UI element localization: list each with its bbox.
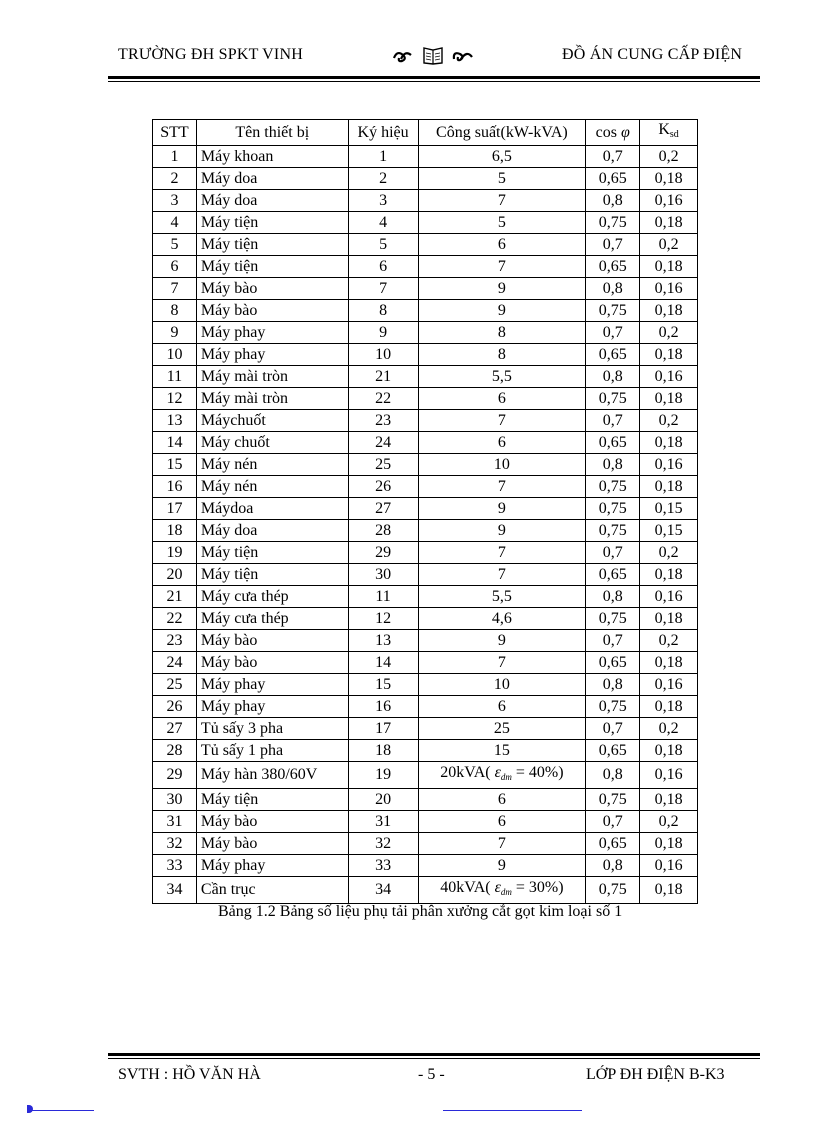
cell-cos: 0,8: [586, 762, 640, 789]
cell-name: Máy khoan: [196, 146, 348, 168]
table-row: [153, 564, 698, 586]
equipment-load-table: [152, 119, 698, 904]
table-row: [153, 833, 698, 855]
cell-code: 4: [348, 212, 418, 234]
cell-power: 9: [418, 520, 586, 542]
cell-cos: 0,75: [586, 476, 640, 498]
table-row: [153, 388, 698, 410]
cell-stt: 15: [153, 454, 197, 476]
cell-cos: 0,7: [586, 322, 640, 344]
cell-stt: 19: [153, 542, 197, 564]
cell-code: 32: [348, 833, 418, 855]
cell-ksd: 0,18: [640, 388, 698, 410]
cell-name: Máy bào: [196, 630, 348, 652]
cell-ksd: 0,16: [640, 762, 698, 789]
cell-ksd: 0,16: [640, 366, 698, 388]
header-rule-thick: [108, 76, 760, 79]
cell-cos: 0,7: [586, 630, 640, 652]
cell-name: Máy mài tròn: [196, 366, 348, 388]
cell-code: 12: [348, 608, 418, 630]
cell-stt: 28: [153, 740, 197, 762]
cell-name: Máy doa: [196, 168, 348, 190]
cell-cos: 0,75: [586, 212, 640, 234]
cell-code: 9: [348, 322, 418, 344]
footer-link-center[interactable]: [443, 1110, 582, 1111]
table-header-row: [153, 120, 698, 146]
table-row: [153, 432, 698, 454]
table-row: [153, 410, 698, 432]
cell-ksd: 0,18: [640, 652, 698, 674]
table-row: [153, 652, 698, 674]
table-row: [153, 762, 698, 789]
table-row: [153, 256, 698, 278]
cell-power: 7: [418, 256, 586, 278]
book-ornament-icon: [388, 44, 478, 66]
cell-stt: 32: [153, 833, 197, 855]
cell-ksd: 0,18: [640, 564, 698, 586]
cell-stt: 29: [153, 762, 197, 789]
cell-stt: 23: [153, 630, 197, 652]
cell-power: 8: [418, 344, 586, 366]
col-header-power: Công suất(kW-kVA): [418, 120, 586, 146]
cell-power: 7: [418, 652, 586, 674]
cell-cos: 0,7: [586, 146, 640, 168]
table-row: [153, 366, 698, 388]
cell-power: [418, 877, 586, 904]
cell-stt: 11: [153, 366, 197, 388]
cell-ksd: 0,18: [640, 789, 698, 811]
cell-ksd: 0,18: [640, 300, 698, 322]
cell-ksd: 0,16: [640, 674, 698, 696]
cell-ksd: 0,18: [640, 877, 698, 904]
cell-stt: 34: [153, 877, 197, 904]
footer-page-number: - 5 -: [418, 1066, 445, 1083]
table-row: [153, 520, 698, 542]
cell-stt: 17: [153, 498, 197, 520]
cell-code: 16: [348, 696, 418, 718]
table-row: [153, 168, 698, 190]
cell-name: Máy phay: [196, 322, 348, 344]
cell-name: Máy phay: [196, 696, 348, 718]
cell-name: Máy tiện: [196, 234, 348, 256]
phi-symbol: φ: [620, 123, 630, 141]
link-marker-icon[interactable]: [27, 1105, 33, 1113]
cell-cos: 0,8: [586, 855, 640, 877]
cell-ksd: 0,2: [640, 322, 698, 344]
cell-cos: 0,65: [586, 432, 640, 454]
table-row: [153, 674, 698, 696]
cell-name: Máy mài tròn: [196, 388, 348, 410]
cell-ksd: 0,16: [640, 586, 698, 608]
table-row: [153, 322, 698, 344]
cell-code: 17: [348, 718, 418, 740]
table-row: [153, 146, 698, 168]
epsilon-symbol: ε: [494, 764, 501, 781]
k-label: K: [658, 121, 670, 138]
cell-ksd: 0,18: [640, 696, 698, 718]
table-row: [153, 877, 698, 904]
cell-code: 30: [348, 564, 418, 586]
table-row: [153, 542, 698, 564]
cell-name: Máy bào: [196, 833, 348, 855]
cell-ksd: 0,18: [640, 344, 698, 366]
table-caption: Bảng 1.2 Bảng số liệu phụ tải phân xưởng cắt gọt kim loại số 1: [218, 903, 623, 920]
cell-cos: 0,65: [586, 344, 640, 366]
cell-power: 5,5: [418, 586, 586, 608]
cell-power: 5: [418, 212, 586, 234]
header-school-name: TRƯỜNG ĐH SPKT VINH: [118, 46, 303, 63]
cell-code: 28: [348, 520, 418, 542]
cell-code: 13: [348, 630, 418, 652]
cell-code: 11: [348, 586, 418, 608]
cell-cos: 0,75: [586, 696, 640, 718]
cell-stt: 14: [153, 432, 197, 454]
table-row: [153, 190, 698, 212]
cell-power: 10: [418, 454, 586, 476]
cell-name: Máy bào: [196, 300, 348, 322]
cell-stt: 30: [153, 789, 197, 811]
cell-name: Máydoa: [196, 498, 348, 520]
cell-cos: 0,7: [586, 410, 640, 432]
cell-cos: 0,75: [586, 498, 640, 520]
cell-ksd: 0,18: [640, 432, 698, 454]
cell-power: 7: [418, 190, 586, 212]
cell-power: 7: [418, 542, 586, 564]
cell-code: 31: [348, 811, 418, 833]
cell-power: 9: [418, 855, 586, 877]
cell-name: Máy nén: [196, 476, 348, 498]
cell-stt: 3: [153, 190, 197, 212]
cell-code: 29: [348, 542, 418, 564]
table-row: [153, 498, 698, 520]
cell-cos: 0,75: [586, 789, 640, 811]
col-header-name: Tên thiết bị: [196, 120, 348, 146]
cell-stt: 26: [153, 696, 197, 718]
power-prefix: 20kVA(: [440, 764, 491, 781]
cell-code: 33: [348, 855, 418, 877]
cell-stt: 31: [153, 811, 197, 833]
cell-ksd: 0,2: [640, 542, 698, 564]
table-row: [153, 811, 698, 833]
k-subscript: sd: [669, 129, 679, 140]
cell-code: 19: [348, 762, 418, 789]
cell-name: Máy cưa thép: [196, 586, 348, 608]
cell-stt: 9: [153, 322, 197, 344]
cell-stt: 24: [153, 652, 197, 674]
cell-name: Máy chuốt: [196, 432, 348, 454]
cell-cos: 0,75: [586, 877, 640, 904]
cell-power: 7: [418, 833, 586, 855]
cell-cos: 0,8: [586, 674, 640, 696]
cell-cos: 0,65: [586, 256, 640, 278]
table-row: [153, 278, 698, 300]
cell-stt: 1: [153, 146, 197, 168]
table-row: [153, 740, 698, 762]
cell-power: 5,5: [418, 366, 586, 388]
cell-stt: 21: [153, 586, 197, 608]
cell-cos: 0,65: [586, 652, 640, 674]
table-row: [153, 476, 698, 498]
table-row: [153, 855, 698, 877]
cell-name: Máy tiện: [196, 789, 348, 811]
cell-cos: 0,75: [586, 520, 640, 542]
col-header-cos: [586, 120, 640, 146]
cell-ksd: 0,18: [640, 740, 698, 762]
cell-code: 24: [348, 432, 418, 454]
cell-stt: 6: [153, 256, 197, 278]
cell-ksd: 0,18: [640, 256, 698, 278]
cell-stt: 4: [153, 212, 197, 234]
cell-name: Máychuốt: [196, 410, 348, 432]
epsilon-subscript: dm: [500, 772, 512, 782]
footer-rule-thin: [108, 1058, 760, 1059]
table-row: [153, 300, 698, 322]
cell-code: 14: [348, 652, 418, 674]
cell-stt: 13: [153, 410, 197, 432]
table-row: [153, 586, 698, 608]
cell-ksd: 0,2: [640, 811, 698, 833]
cell-power: 6: [418, 432, 586, 454]
cell-power: 6: [418, 696, 586, 718]
cell-code: 27: [348, 498, 418, 520]
cell-stt: 10: [153, 344, 197, 366]
epsilon-symbol: ε: [494, 879, 501, 896]
cell-cos: 0,75: [586, 388, 640, 410]
cell-cos: 0,8: [586, 278, 640, 300]
cell-cos: 0,7: [586, 811, 640, 833]
cell-cos: 0,8: [586, 366, 640, 388]
cell-code: 18: [348, 740, 418, 762]
cell-code: 20: [348, 789, 418, 811]
cell-stt: 16: [153, 476, 197, 498]
cell-name: Máy tiện: [196, 212, 348, 234]
cell-cos: 0,65: [586, 168, 640, 190]
cell-name: Máy doa: [196, 520, 348, 542]
cell-cos: 0,8: [586, 454, 640, 476]
cell-name: Máy doa: [196, 190, 348, 212]
cell-power: 6: [418, 234, 586, 256]
cell-ksd: 0,2: [640, 234, 698, 256]
cell-power: 9: [418, 498, 586, 520]
table-row: [153, 212, 698, 234]
col-header-code: Ký hiệu: [348, 120, 418, 146]
cell-ksd: 0,18: [640, 833, 698, 855]
cell-power: 10: [418, 674, 586, 696]
cell-name: Tủ sấy 3 pha: [196, 718, 348, 740]
footer-student-name: SVTH : HỒ VĂN HÀ: [118, 1066, 261, 1083]
cell-ksd: 0,2: [640, 630, 698, 652]
cell-stt: 7: [153, 278, 197, 300]
cell-stt: 18: [153, 520, 197, 542]
cell-ksd: 0,2: [640, 718, 698, 740]
power-suffix: = 40%): [511, 764, 564, 781]
cell-cos: 0,7: [586, 542, 640, 564]
cell-cos: 0,65: [586, 740, 640, 762]
cell-code: 10: [348, 344, 418, 366]
cell-ksd: 0,2: [640, 410, 698, 432]
cell-code: 15: [348, 674, 418, 696]
cell-ksd: 0,15: [640, 498, 698, 520]
cell-name: Máy phay: [196, 674, 348, 696]
cell-power: 4,6: [418, 608, 586, 630]
cell-ksd: 0,18: [640, 476, 698, 498]
header-rule-thin: [108, 81, 760, 82]
cell-power: 8: [418, 322, 586, 344]
cos-label: cos: [595, 123, 617, 141]
table-body: [153, 146, 698, 904]
table-row: [153, 234, 698, 256]
power-suffix: = 30%): [511, 879, 564, 896]
cell-stt: 22: [153, 608, 197, 630]
cell-code: 21: [348, 366, 418, 388]
cell-power: [418, 762, 586, 789]
cell-cos: 0,7: [586, 234, 640, 256]
header-project-title: ĐỒ ÁN CUNG CẤP ĐIỆN: [562, 46, 743, 63]
cell-name: Máy tiện: [196, 256, 348, 278]
cell-code: 34: [348, 877, 418, 904]
cell-code: 8: [348, 300, 418, 322]
cell-power: 5: [418, 168, 586, 190]
cell-ksd: 0,16: [640, 278, 698, 300]
cell-code: 25: [348, 454, 418, 476]
cell-ksd: 0,16: [640, 454, 698, 476]
cell-power: 25: [418, 718, 586, 740]
cell-name: Máy cưa thép: [196, 608, 348, 630]
cell-power: 6: [418, 811, 586, 833]
footer-class-name: LỚP ĐH ĐIỆN B-K3: [586, 1066, 725, 1083]
table-row: [153, 718, 698, 740]
col-header-ksd: [640, 120, 698, 146]
epsilon-subscript: dm: [500, 887, 512, 897]
cell-name: Máy bào: [196, 652, 348, 674]
cell-name: Máy hàn 380/60V: [196, 762, 348, 789]
cell-ksd: 0,15: [640, 520, 698, 542]
cell-ksd: 0,16: [640, 855, 698, 877]
cell-power: 9: [418, 278, 586, 300]
footer-rule-thick: [108, 1053, 760, 1056]
cell-cos: 0,7: [586, 718, 640, 740]
cell-ksd: 0,18: [640, 212, 698, 234]
cell-code: 22: [348, 388, 418, 410]
cell-name: Máy bào: [196, 278, 348, 300]
footer-link-left[interactable]: [27, 1110, 94, 1111]
cell-code: 23: [348, 410, 418, 432]
cell-code: 6: [348, 256, 418, 278]
cell-name: Tủ sấy 1 pha: [196, 740, 348, 762]
cell-name: Máy phay: [196, 855, 348, 877]
cell-cos: 0,8: [586, 586, 640, 608]
cell-power: 9: [418, 300, 586, 322]
cell-name: Cần trục: [196, 877, 348, 904]
cell-stt: 33: [153, 855, 197, 877]
cell-name: Máy tiện: [196, 542, 348, 564]
table-row: [153, 454, 698, 476]
cell-code: 5: [348, 234, 418, 256]
cell-power: 15: [418, 740, 586, 762]
cell-stt: 25: [153, 674, 197, 696]
cell-stt: 12: [153, 388, 197, 410]
power-prefix: 40kVA(: [440, 879, 491, 896]
cell-name: Máy tiện: [196, 564, 348, 586]
cell-power: 9: [418, 630, 586, 652]
cell-name: Máy bào: [196, 811, 348, 833]
cell-power: 7: [418, 564, 586, 586]
cell-ksd: 0,18: [640, 608, 698, 630]
cell-power: 7: [418, 410, 586, 432]
cell-stt: 20: [153, 564, 197, 586]
cell-name: Máy nén: [196, 454, 348, 476]
cell-stt: 2: [153, 168, 197, 190]
cell-stt: 8: [153, 300, 197, 322]
table-row: [153, 696, 698, 718]
cell-ksd: 0,16: [640, 190, 698, 212]
table-row: [153, 789, 698, 811]
cell-power: 6: [418, 388, 586, 410]
cell-power: 6,5: [418, 146, 586, 168]
cell-stt: 5: [153, 234, 197, 256]
cell-cos: 0,65: [586, 833, 640, 855]
cell-code: 7: [348, 278, 418, 300]
table-row: [153, 344, 698, 366]
cell-ksd: 0,18: [640, 168, 698, 190]
cell-cos: 0,75: [586, 608, 640, 630]
cell-cos: 0,8: [586, 190, 640, 212]
cell-power: 7: [418, 476, 586, 498]
cell-code: 2: [348, 168, 418, 190]
cell-cos: 0,75: [586, 300, 640, 322]
cell-power: 6: [418, 789, 586, 811]
cell-code: 1: [348, 146, 418, 168]
table-row: [153, 608, 698, 630]
cell-stt: 27: [153, 718, 197, 740]
cell-name: Máy phay: [196, 344, 348, 366]
cell-code: 26: [348, 476, 418, 498]
cell-cos: 0,65: [586, 564, 640, 586]
cell-ksd: 0,2: [640, 146, 698, 168]
table-row: [153, 630, 698, 652]
cell-code: 3: [348, 190, 418, 212]
col-header-stt: STT: [153, 120, 197, 146]
